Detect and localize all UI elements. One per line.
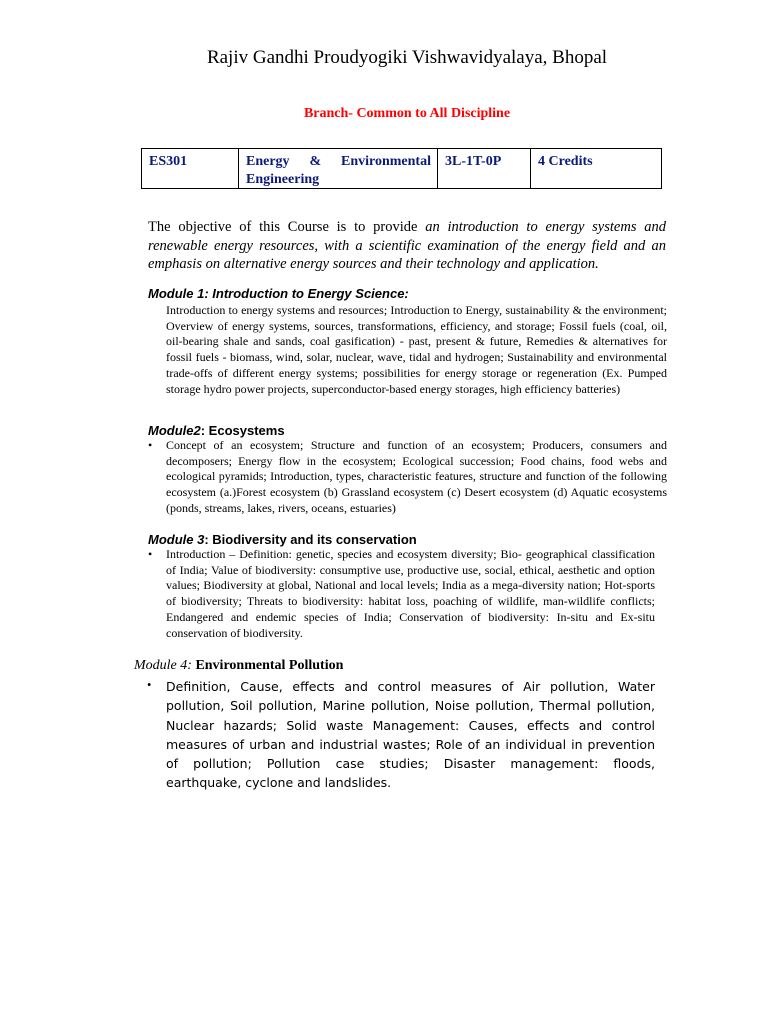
course-title: Energy & Environmental Engineering bbox=[239, 149, 438, 188]
module-1-heading bbox=[148, 286, 409, 301]
module-4-title: Environmental Pollution bbox=[191, 658, 344, 673]
course-objective bbox=[148, 218, 666, 274]
module-2-title: : Ecosystems bbox=[200, 423, 285, 438]
module-4-heading bbox=[134, 658, 343, 674]
module-1-body: Introduction to energy systems and resources; Introduction to Energy, sustainability & the environment; Overview of energy systems, sources, transformations, efficiency, and storage; Fossil fuels (coal, oil, oil-bearing shale and sands, coal gasification) - past, present & future, Remedies & alternatives for fossil fuels - biomass, wind, solar, nuclear, wave, tidal and hydrogen; Sustainability and environmental trade-offs of different energy systems; possibilities for energy storage or regeneration (Ex. Pumped storage hydro power projects, superconductor-based energy storages, high efficiency batteries) bbox=[166, 303, 667, 396]
objective-lead: The objective of this Course is to provide bbox=[148, 219, 426, 235]
module-3-body: Introduction – Definition: genetic, species and ecosystem diversity; Bio- geographical classification of India; Value of biodiversity: consumptive use, productive use, social, ethical, aesthetic and option values; Biodiversity at global, National and local levels; India as a mega-diversity nation; Hot-sports of biodiversity; Threats to biodiversity: habitat loss, poaching of wildlife, man-wildlife conflicts; Endangered and endemic species of India; Conservation of biodiversity: In-situ and Ex-situ conservation of biodiversity. bbox=[166, 547, 655, 640]
course-ltp: 3L-1T-0P bbox=[438, 149, 531, 188]
module-1-label: Module 1 bbox=[148, 286, 205, 301]
module-4-body: Definition, Cause, effects and control measures of Air pollution, Water pollution, Soil pollution, Marine pollution, Noise pollution, Thermal pollution, Nuclear hazards; Solid waste Management: Causes, effects and control measures of urban and industrial wastes; Role of an individual in prevention of pollution; Pollution case studies; Disaster management: floods, earthquake, cyclone and landslides. bbox=[166, 679, 655, 791]
module-3-label: Module 3 bbox=[148, 532, 205, 547]
branch-label: Branch- Common to All Discipline bbox=[303, 106, 511, 121]
module-1-title: : Introduction to Energy Science: bbox=[204, 286, 409, 301]
course-table bbox=[141, 148, 662, 189]
module-3-heading bbox=[148, 532, 417, 547]
module-2-body: Concept of an ecosystem; Structure and function of an ecosystem; Producers, consumers and decomposers; Energy flow in the ecosystem; Ecological succession; Food chains, food webs and ecological pyramids; Introduction, types, characteristic features, structure and function of the following ecosystem (a.)Forest ecosystem (b) Grassland ecosystem (c) Desert ecosystem (d) Aquatic ecosystems (ponds, streams, lakes, rivers, oceans, estuaries) bbox=[166, 438, 667, 515]
module-4-bullet: • bbox=[147, 678, 152, 692]
module-3-bullet: • bbox=[148, 547, 153, 561]
course-code: ES301 bbox=[142, 149, 239, 188]
module-4-label: Module 4: bbox=[134, 658, 192, 673]
university-title: Rajiv Gandhi Proudyogiki Vishwavidyalaya, Bhopal bbox=[206, 47, 608, 68]
module-2-bullet: • bbox=[148, 438, 153, 452]
course-credits: 4 Credits bbox=[538, 154, 593, 169]
objective-emphasis: an introduction to energy systems and renewable energy resources, with a scientific examination of the energy field and an emphasis on alternative energy sources and their technology and application. bbox=[148, 219, 666, 272]
module-2-heading bbox=[148, 423, 285, 438]
module-2-label: Module2 bbox=[148, 423, 201, 438]
module-3-title: : Biodiversity and its conservation bbox=[204, 532, 417, 547]
